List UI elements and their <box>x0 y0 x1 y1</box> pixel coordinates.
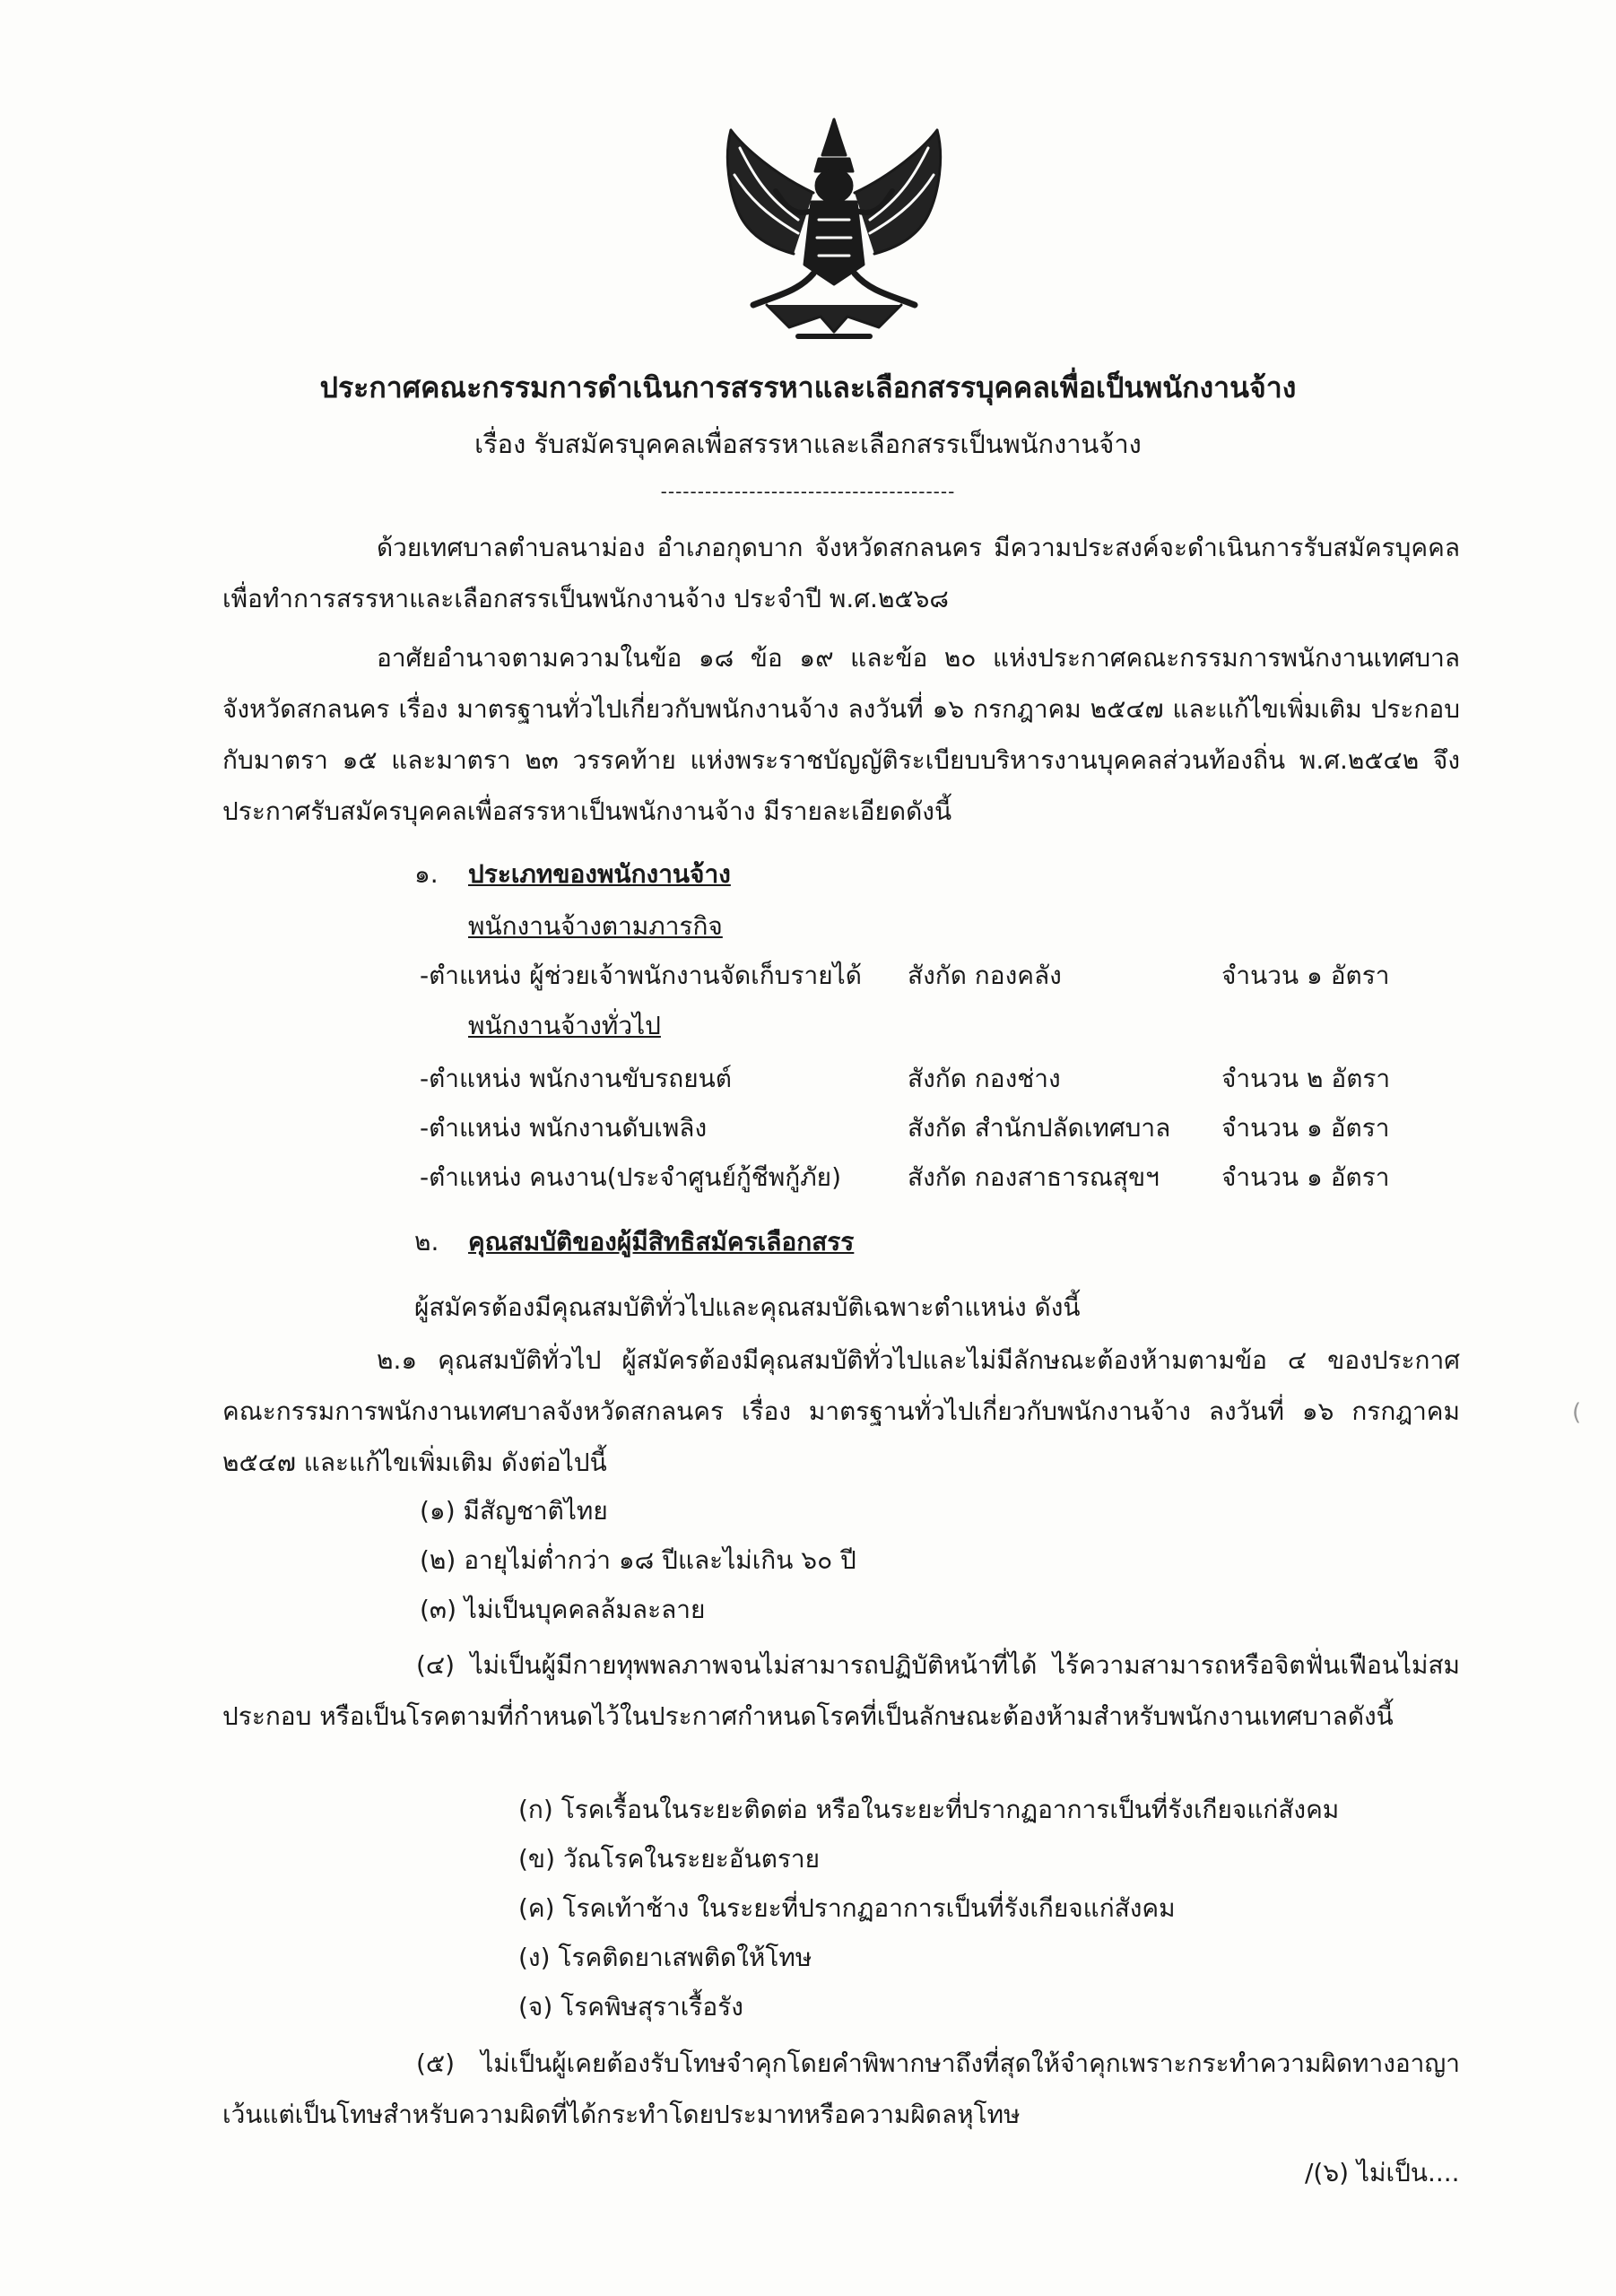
position-row-3-title: -ตำแหน่ง พนักงานดับเพลิง <box>420 1113 708 1143</box>
section-1-heading: ประเภทของพนักงานจ้าง <box>468 859 731 889</box>
qualification-2-1 <box>222 1335 1460 1488</box>
position-row-1-dept: สังกัด กองคลัง <box>908 961 1062 990</box>
position-row-2-title: -ตำแหน่ง พนักงานขับรถยนต์ <box>420 1064 732 1093</box>
qualification-item-3: (๓) ไม่เป็นบุคคลล้มละลาย <box>420 1595 706 1624</box>
title-divider: ---------------------------------------- <box>660 481 956 502</box>
section-2-number: ๒. <box>414 1227 439 1257</box>
qualification-item-1: (๑) มีสัญชาติไทย <box>420 1496 608 1526</box>
disease-item-1: (ก) โรคเรื้อนในระยะติดต่อ หรือในระยะที่ปรากฏอาการเป็นที่รังเกียจแก่สังคม <box>518 1795 1340 1824</box>
position-row-3-dept: สังกัด สำนักปลัดเทศบาล <box>908 1113 1171 1143</box>
position-row-4-count: จำนวน ๑ อัตรา <box>1221 1162 1390 1192</box>
margin-mark: ( <box>1572 1399 1582 1426</box>
intro-paragraph-2 <box>222 632 1460 837</box>
notice-subject: เรื่อง รับสมัครบุคคลเพื่อสรรหาและเลือกสรรเป็นพนักงานจ้าง <box>474 429 1142 459</box>
section-2-heading: คุณสมบัติของผู้มีสิทธิสมัครเลือกสรร <box>468 1227 855 1257</box>
position-row-3-count: จำนวน ๑ อัตรา <box>1221 1113 1390 1143</box>
qualification-item-5 <box>222 2038 1460 2140</box>
intro-paragraph-1-text: ด้วยเทศบาลตำบลนาม่อง อำเภอกุดบาก จังหวัดสกลนคร มีความประสงค์จะดำเนินการรับสมัครบุคคล เพื่อทำการสรรหาและเลือกสรรเป็นพนักงานจ้าง ประจำปี พ.ศ.๒๕๖๘ <box>222 533 1460 613</box>
group-label-general: พนักงานจ้างทั่วไป <box>468 1011 661 1040</box>
section-1-number: ๑. <box>414 859 439 889</box>
continued-marker: /(๖) ไม่เป็น.... <box>1305 2158 1460 2187</box>
position-row-1-title: -ตำแหน่ง ผู้ช่วยเจ้าพนักงานจัดเก็บรายได้ <box>420 961 862 990</box>
group-label-mission: พนักงานจ้างตามภารกิจ <box>468 911 723 941</box>
section-2-lead: ผู้สมัครต้องมีคุณสมบัติทั่วไปและคุณสมบัติเฉพาะตำแหน่ง ดังนี้ <box>414 1292 1081 1322</box>
disease-item-3: (ค) โรคเท้าช้าง ในระยะที่ปรากฏอาการเป็นที่รังเกียจแก่สังคม <box>518 1893 1176 1923</box>
intro-paragraph-1 <box>222 522 1460 624</box>
qualification-item-4-text: (๔) ไม่เป็นผู้มีกายทุพพลภาพจนไม่สามารถปฏิบัติหน้าที่ได้ ไร้ความสามารถหรือจิตฟั่นเฟือนไม่สมประกอบ หรือเป็นโรคตามที่กำหนดไว้ในประกาศกำหนดโรคที่เป็นลักษณะต้องห้ามสำหรับพนักงานเทศบาลดังนี้ <box>222 1650 1460 1731</box>
qualification-item-2: (๒) อายุไม่ต่ำกว่า ๑๘ ปีและไม่เกิน ๖๐ ปี <box>420 1545 856 1575</box>
qualification-item-4 <box>222 1639 1460 1742</box>
intro-paragraph-2-text: อาศัยอำนาจตามความในข้อ ๑๘ ข้อ ๑๙ และข้อ ๒๐ แห่งประกาศคณะกรรมการพนักงานเทศบาลจังหวัดสกลนคร เรื่อง มาตรฐานทั่วไปเกี่ยวกับพนักงานจ้าง ลงวันที่ ๑๖ กรกฎาคม ๒๕๔๗ และแก้ไขเพิ่มเติม ประกอบกับมาตรา ๑๕ และมาตรา ๒๓ วรรคท้าย แห่งพระราชบัญญัติระเบียบบริหารงานบุคคลส่วนท้องถิ่น พ.ศ.๒๕๔๒ จึงประกาศรับสมัครบุคคลเพื่อสรรหาเป็นพนักงานจ้าง มีรายละเอียดดังนี้ <box>222 643 1460 826</box>
qualification-2-1-text: ๒.๑ คุณสมบัติทั่วไป ผู้สมัครต้องมีคุณสมบัติทั่วไปและไม่มีลักษณะต้องห้ามตามข้อ ๔ ของประกาศคณะกรรมการพนักงานเทศบาลจังหวัดสกลนคร เรื่อง มาตรฐานทั่วไปเกี่ยวกับพนักงานจ้าง ลงวันที่ ๑๖ กรกฎาคม ๒๕๔๗ และแก้ไขเพิ่มเติม ดังต่อไปนี้ <box>222 1345 1460 1477</box>
position-row-2-dept: สังกัด กองช่าง <box>908 1064 1061 1093</box>
garuda-emblem-icon <box>713 112 955 350</box>
position-row-1-count: จำนวน ๑ อัตรา <box>1221 961 1390 990</box>
disease-item-4: (ง) โรคติดยาเสพติดให้โทษ <box>518 1943 812 1972</box>
disease-item-5: (จ) โรคพิษสุราเรื้อรัง <box>518 1992 743 2022</box>
notice-title: ประกาศคณะกรรมการดำเนินการสรรหาและเลือกสรรบุคคลเพื่อเป็นพนักงานจ้าง <box>319 370 1297 404</box>
disease-item-2: (ข) วัณโรคในระยะอันตราย <box>518 1844 821 1874</box>
position-row-4-dept: สังกัด กองสาธารณสุขฯ <box>908 1162 1160 1192</box>
position-row-4-title: -ตำแหน่ง คนงาน(ประจำศูนย์กู้ชีพกู้ภัย) <box>420 1162 842 1192</box>
qualification-item-5-text: (๕) ไม่เป็นผู้เคยต้องรับโทษจำคุกโดยคำพิพากษาถึงที่สุดให้จำคุกเพราะกระทำความผิดทางอาญา เว้นแต่เป็นโทษสำหรับความผิดที่ได้กระทำโดยประมาทหรือความผิดลหุโทษ <box>222 2048 1460 2129</box>
position-row-2-count: จำนวน ๒ อัตรา <box>1221 1064 1391 1093</box>
